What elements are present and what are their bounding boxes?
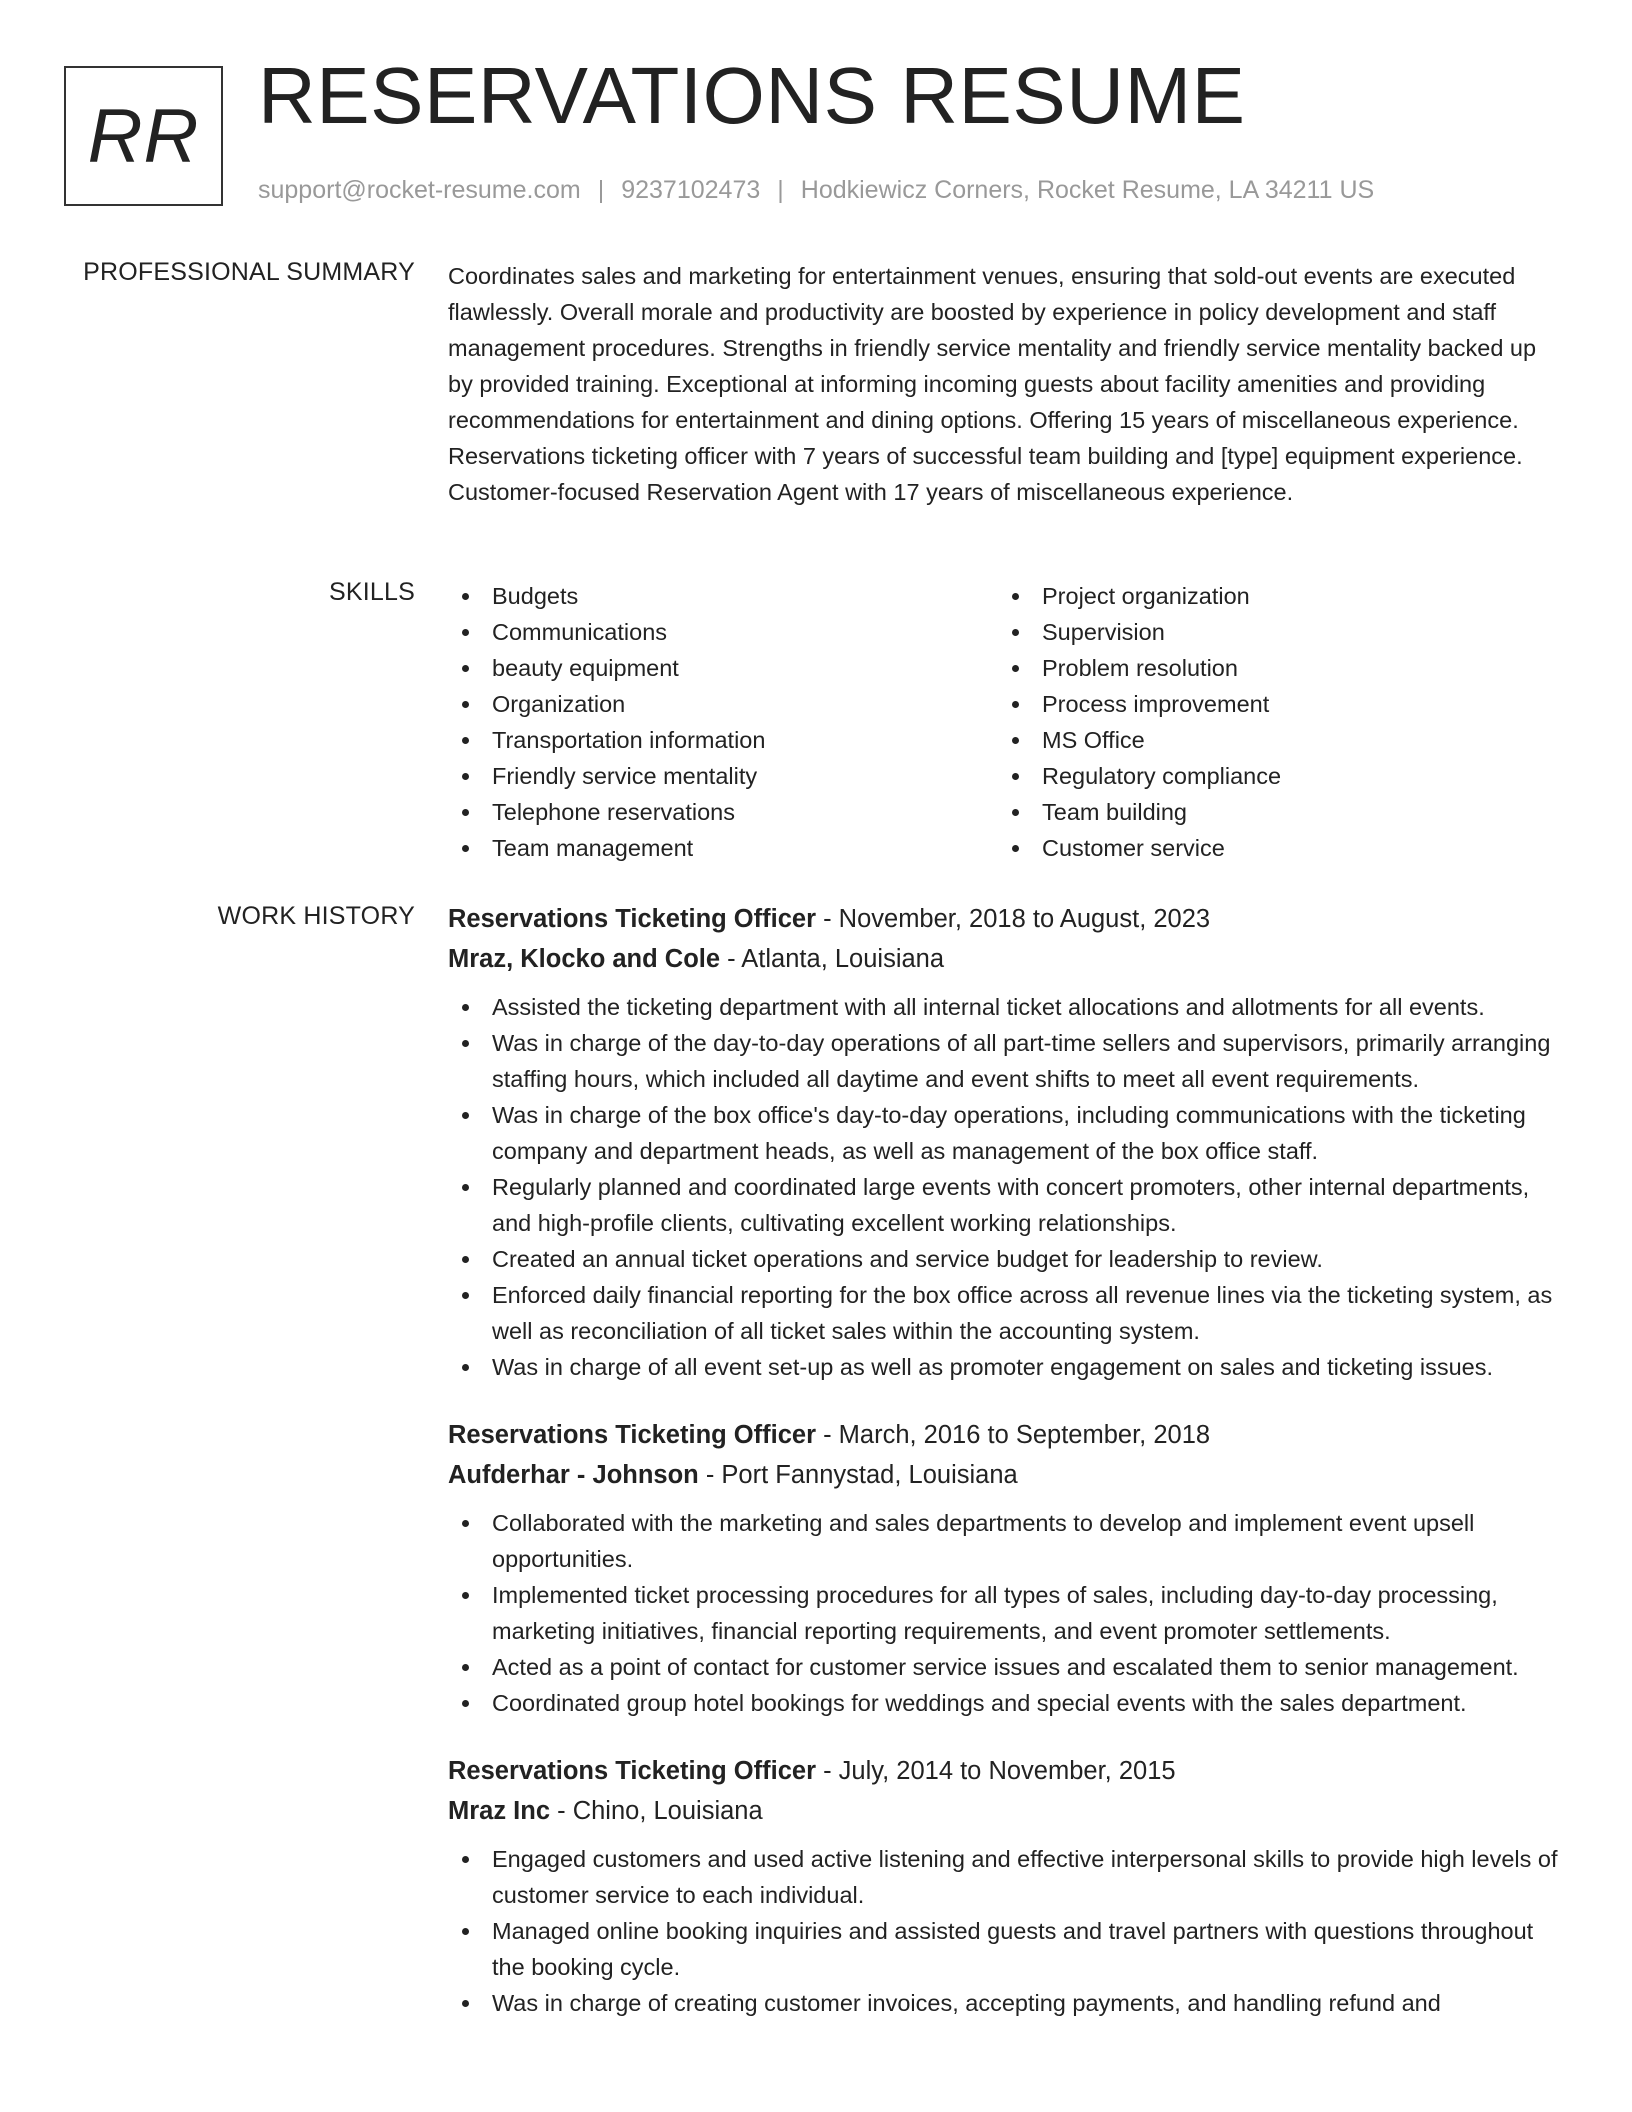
skill-item: beauty equipment [448,650,998,686]
skill-item: MS Office [998,722,1548,758]
job-company: Mraz Inc [448,1797,551,1825]
skill-item: Friendly service mentality [448,758,998,794]
job-location: - Port Fannystad, Louisiana [698,1461,1018,1489]
skill-item: Regulatory compliance [998,758,1548,794]
job-title: Reservations Ticketing Officer [448,905,816,933]
skill-item: Process improvement [998,686,1548,722]
skill-item: Team building [998,794,1548,830]
skills-label: SKILLS [329,578,415,606]
skills-column-left [448,578,998,866]
skill-item: Project organization [998,578,1548,614]
job-dates: - July, 2014 to November, 2015 [816,1757,1176,1785]
job-bullet: Collaborated with the marketing and sales departments to develop and implement event upsell opportunities. [448,1505,1564,1577]
job-bullet: Implemented ticket processing procedures for all types of sales, including day-to-day processing, marketing initiatives, financial reporting requirements, and event promoter settlements. [448,1577,1564,1649]
contact-separator: | [777,176,784,204]
skill-item: Problem resolution [998,650,1548,686]
job-bullet: Managed online booking inquiries and assisted guests and travel partners with questions throughout the booking cycle. [448,1913,1564,1985]
work-history-label: WORK HISTORY [217,902,415,930]
job-bullet: Was in charge of the day-to-day operations of all part-time sellers and supervisors, primarily arranging staffing hours, which included all daytime and event shifts to meet all event requirements. [448,1025,1564,1097]
job-bullet: Assisted the ticketing department with all internal ticket allocations and allotments for all events. [448,989,1564,1025]
contact-line [258,176,1374,205]
job-title: Reservations Ticketing Officer [448,1757,816,1785]
job-bullet: Was in charge of creating customer invoices, accepting payments, and handling refund and [448,1985,1564,2021]
job-company: Aufderhar - Johnson [448,1461,699,1489]
skill-item: Team management [448,830,998,866]
job-bullet-list [448,1841,1564,2021]
job-title-line [448,1415,1564,1455]
skill-item: Transportation information [448,722,998,758]
job-dates: - March, 2016 to September, 2018 [816,1421,1211,1449]
contact-separator: | [597,176,605,204]
job-bullet: Engaged customers and used active listening and effective interpersonal skills to provide high levels of customer service to each individual. [448,1841,1564,1913]
skills-body [448,578,1564,866]
work-history-body [448,899,1564,2051]
job-bullet: Was in charge of all event set-up as well as promoter engagement on sales and ticketing issues. [448,1349,1564,1385]
skill-item: Organization [448,686,998,722]
job-title-line [448,1751,1564,1791]
job-company: Mraz, Klocko and Cole [448,945,721,973]
contact-phone: 9237102473 [621,176,761,204]
job-title-line [448,899,1564,939]
skill-item: Customer service [998,830,1548,866]
summary-label: PROFESSIONAL SUMMARY [83,258,415,286]
skill-item: Budgets [448,578,998,614]
job-dates: - November, 2018 to August, 2023 [816,905,1211,933]
job-company-line [448,1791,1564,1831]
summary-body [448,258,1564,510]
skill-item: Telephone reservations [448,794,998,830]
job-company-line [448,939,1564,979]
contact-address: Hodkiewicz Corners, Rocket Resume, LA 34211 US [800,176,1375,204]
skill-item: Communications [448,614,998,650]
job-bullet: Regularly planned and coordinated large events with concert promoters, other internal departments, and high-profile clients, cultivating excellent working relationships. [448,1169,1564,1241]
job-location: - Chino, Louisiana [550,1797,763,1825]
job-bullet: Enforced daily financial reporting for the box office across all revenue lines via the ticketing system, as well as reconciliation of all ticket sales within the accounting system. [448,1277,1564,1349]
job-entry [448,1415,1564,1721]
job-bullet-list [448,1505,1564,1721]
job-entry [448,1751,1564,2021]
job-bullet: Acted as a point of contact for customer service issues and escalated them to senior management. [448,1649,1564,1685]
skill-item: Supervision [998,614,1548,650]
skills-column-right [998,578,1548,866]
job-title: Reservations Ticketing Officer [448,1421,816,1449]
job-bullet: Coordinated group hotel bookings for weddings and special events with the sales department. [448,1685,1564,1721]
skills-columns [448,578,1564,866]
job-location: - Atlanta, Louisiana [720,945,945,973]
job-entry [448,899,1564,1385]
job-bullet: Was in charge of the box office's day-to-day operations, including communications with the ticketing company and department heads, as well as management of the box office staff. [448,1097,1564,1169]
job-bullet: Created an annual ticket operations and service budget for leadership to review. [448,1241,1564,1277]
summary-text: Coordinates sales and marketing for entertainment venues, ensuring that sold-out events are executed flawlessly. Overall morale and productivity are boosted by experience in policy development and staff management procedures. Strengths in friendly service mentality and friendly service mentality backed up by provided training. Exceptional at informing incoming guests about facility amenities and providing recommendations for entertainment and dining options. Offering 15 years of miscellaneous experience. Reservations ticketing officer with 7 years of successful team building and [type] equipment experience. Customer-focused Reservation Agent with 17 years of miscellaneous experience. [448,263,1537,505]
job-company-line [448,1455,1564,1495]
contact-email: support@rocket-resume.com [258,176,581,204]
job-bullet-list [448,989,1564,1385]
monogram-logo: RR [64,66,223,206]
resume-name: RESERVATIONS RESUME [258,51,1246,140]
